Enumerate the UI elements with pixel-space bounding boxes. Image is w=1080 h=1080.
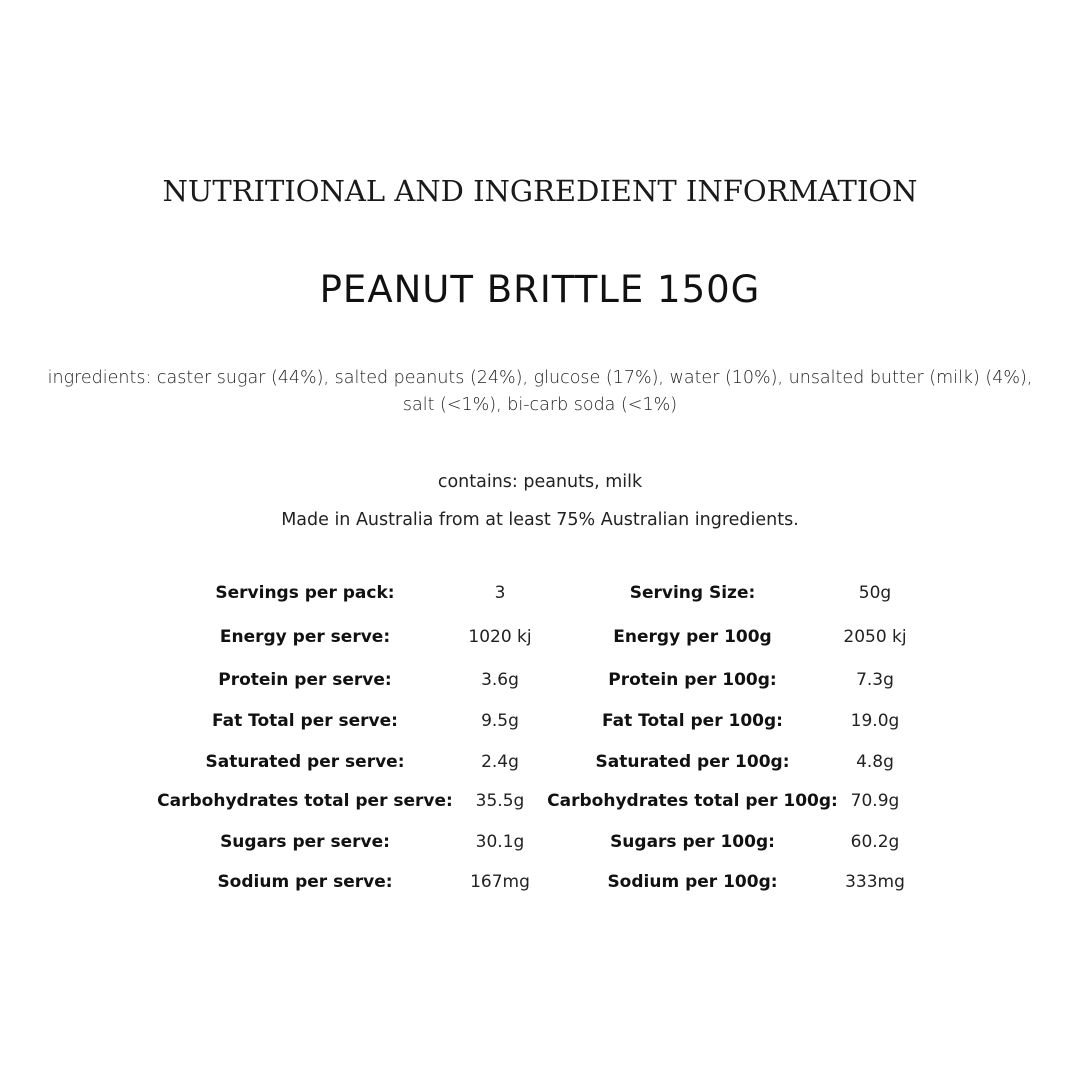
nutrient-value: 19.0g <box>850 711 900 731</box>
page-title: NUTRITIONAL AND INGREDIENT INFORMATION <box>162 174 918 208</box>
nutrient-label: Sodium per serve: <box>217 872 393 892</box>
nutrient-label: Sugars per serve: <box>220 832 390 852</box>
nutrient-label: Serving Size: <box>629 583 756 603</box>
allergens-text: contains: peanuts, milk <box>437 472 643 492</box>
ingredients-line: salt (<1%), bi-carb soda (<1%) <box>402 395 678 415</box>
nutrition-row <box>0 747 1080 777</box>
nutrient-label: Sodium per 100g: <box>607 872 778 892</box>
nutrient-value: 3.6g <box>481 670 519 690</box>
nutrient-value: 35.5g <box>475 791 525 811</box>
nutrition-row <box>0 786 1080 816</box>
nutrient-value: 70.9g <box>850 791 900 811</box>
nutrient-label: Fat Total per serve: <box>212 711 398 731</box>
ingredients-line: ingredients: caster sugar (44%), salted peanuts (24%), glucose (17%), water (10%), unsalted butter (milk) (4%), <box>47 368 1033 388</box>
nutrient-value: 1020 kj <box>468 627 532 647</box>
nutrient-label: Protein per 100g: <box>608 670 777 690</box>
nutrient-label: Sugars per 100g: <box>610 832 775 852</box>
nutrient-value: 3 <box>494 583 506 603</box>
nutrition-row <box>0 578 1080 608</box>
ingredients-text <box>40 365 1040 419</box>
origin-statement: Made in Australia from at least 75% Australian ingredients. <box>281 510 799 530</box>
nutrient-value: 2050 kj <box>843 627 907 647</box>
nutrient-value: 2.4g <box>481 752 519 772</box>
nutrient-value: 7.3g <box>856 670 894 690</box>
nutrient-label: Carbohydrates total per serve: <box>157 791 453 811</box>
nutrient-value: 167mg <box>470 872 530 892</box>
nutrient-label: Fat Total per 100g: <box>602 711 783 731</box>
nutrient-label: Energy per serve: <box>219 627 391 647</box>
nutrient-value: 50g <box>858 583 892 603</box>
nutrition-row <box>0 665 1080 695</box>
nutrient-label: Carbohydrates total per 100g: <box>547 791 838 811</box>
nutrition-row <box>0 622 1080 652</box>
nutrient-value: 60.2g <box>850 832 900 852</box>
nutrient-label: Saturated per serve: <box>205 752 405 772</box>
nutrient-value: 4.8g <box>856 752 894 772</box>
nutrient-label: Protein per serve: <box>218 670 392 690</box>
nutrition-row <box>0 867 1080 897</box>
nutrient-value: 333mg <box>845 872 905 892</box>
nutrient-value: 9.5g <box>481 711 519 731</box>
nutrient-label: Energy per 100g <box>613 627 772 647</box>
product-title: PEANUT BRITTLE 150G <box>319 268 761 311</box>
nutrition-row <box>0 706 1080 736</box>
nutrient-value: 30.1g <box>475 832 525 852</box>
nutrient-label: Servings per pack: <box>215 583 395 603</box>
nutrient-label: Saturated per 100g: <box>595 752 790 772</box>
nutrition-row <box>0 827 1080 857</box>
